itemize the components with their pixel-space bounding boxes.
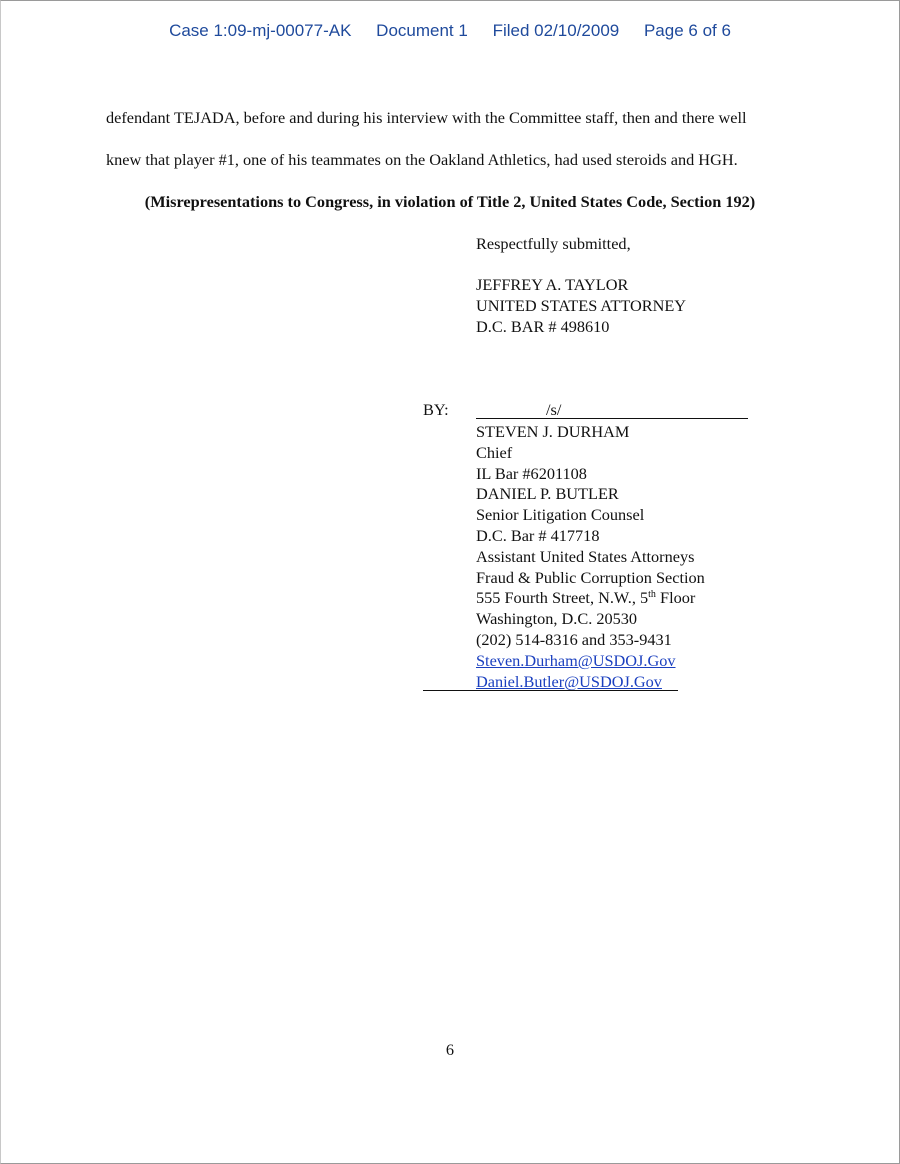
email-link-durham[interactable]: Steven.Durham@USDOJ.Gov bbox=[476, 650, 676, 670]
email-link-butler[interactable]: Daniel.Butler@USDOJ.Gov bbox=[476, 671, 662, 691]
street-address bbox=[476, 587, 705, 608]
signer1-name: STEVEN J. DURHAM bbox=[476, 422, 630, 441]
street-address-sup: th bbox=[648, 589, 656, 601]
signature-mark: /s/ bbox=[546, 400, 562, 419]
signer2-bar: D.C. Bar # 417718 bbox=[476, 525, 600, 545]
city-address: Washington, D.C. 20530 bbox=[476, 609, 638, 629]
closing-text: Respectfully submitted, bbox=[476, 234, 631, 253]
case-number: Case 1:09-mj-00077-AK bbox=[169, 21, 352, 40]
phone-number: (202) 514-8316 and 353-9431 bbox=[476, 629, 672, 649]
page-number: 6 bbox=[445, 1040, 455, 1059]
signature-line bbox=[476, 400, 748, 419]
street-address-main: 555 Fourth Street, N.W., 5 bbox=[476, 588, 649, 608]
signer1-bar: IL Bar #6201108 bbox=[476, 463, 587, 483]
document-number: Document 1 bbox=[376, 21, 468, 40]
signer2-name: DANIEL P. BUTLER bbox=[476, 484, 619, 504]
signer2-title: Senior Litigation Counsel bbox=[476, 505, 645, 525]
signer1-title: Chief bbox=[476, 442, 513, 462]
street-address-suffix: Floor bbox=[655, 588, 696, 608]
us-attorney-title: UNITED STATES ATTORNEY bbox=[476, 296, 687, 315]
page-indicator: Page 6 of 6 bbox=[643, 21, 731, 40]
us-attorney-name: JEFFREY A. TAYLOR bbox=[476, 275, 629, 294]
section-label: Fraud & Public Corruption Section bbox=[476, 567, 705, 587]
us-attorney-block bbox=[476, 274, 686, 337]
count-heading: (Misrepresentations to Congress, in violation of Title 2, United States Code, Section 192) bbox=[144, 192, 756, 211]
filed-date: Filed 02/10/2009 bbox=[492, 21, 620, 40]
signer-block bbox=[476, 421, 705, 691]
office-label: Assistant United States Attorneys bbox=[476, 546, 695, 566]
body-text-line: knew that player #1, one of his teammates on the Oakland Athletics, had used steroids and HGH. bbox=[106, 150, 738, 169]
signature-block-rule bbox=[423, 690, 678, 691]
body-text-line: defendant TEJADA, before and during his interview with the Committee staff, then and there well bbox=[106, 108, 747, 127]
ecf-header bbox=[0, 21, 900, 41]
by-label: BY: bbox=[423, 400, 449, 419]
us-attorney-bar: D.C. BAR # 498610 bbox=[476, 317, 610, 336]
